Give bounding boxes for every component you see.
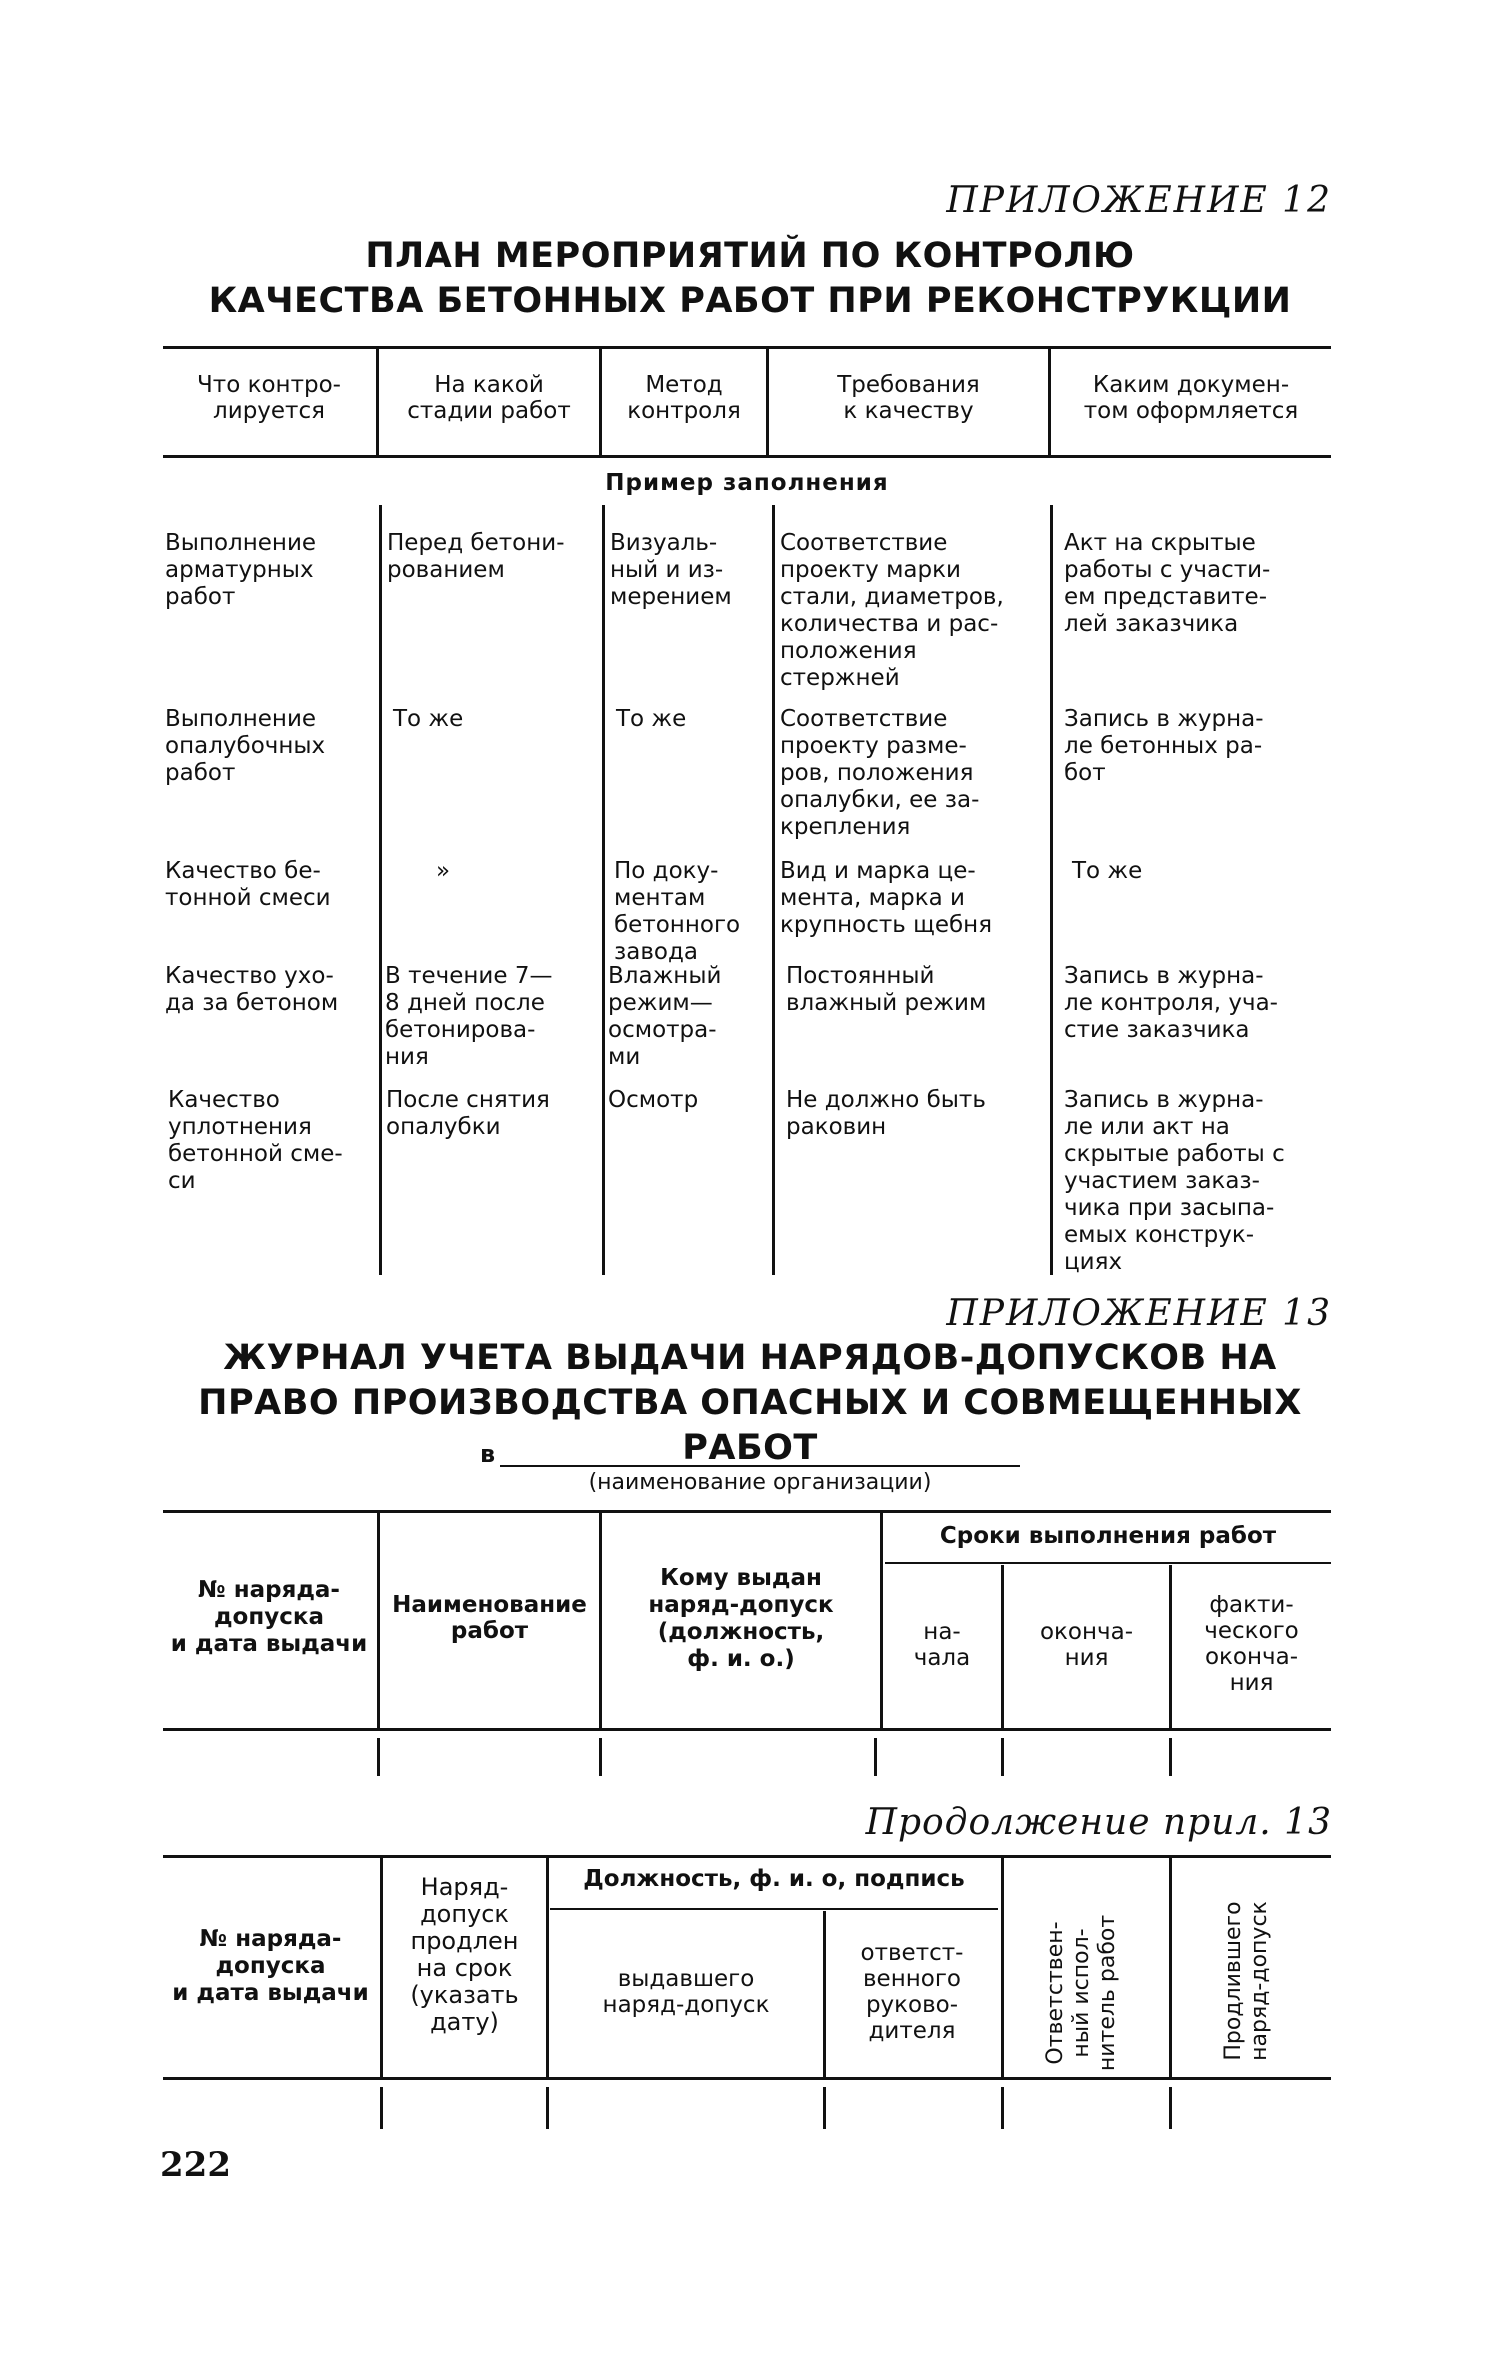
table12-header-method: Метод контроля xyxy=(627,372,741,424)
table13-body-divider xyxy=(874,1738,877,1776)
appendix-12-label: ПРИЛОЖЕНИЕ 12 xyxy=(946,180,1332,221)
table13b-header-extended: Наряд- допуск продлен на срок (указать дату) xyxy=(410,1873,519,2036)
table12-header-requirements: Требования к качеству xyxy=(837,372,980,424)
table13b-header-bottom-rule xyxy=(163,2077,1331,2080)
table12-cell: То же xyxy=(393,706,464,732)
table12-example-label: Пример заполнения xyxy=(605,470,889,496)
table12-cell: Влажный режим— осмотра- ми xyxy=(608,963,722,1070)
table12-cell: По доку- ментам бетонного завода xyxy=(614,858,741,965)
table13b-body-divider xyxy=(1001,2087,1004,2129)
table12-cell: Качество бе- тонной смеси xyxy=(165,858,331,911)
appendix-13-title-line2: ПРАВО ПРОИЗВОДСТВА ОПАСНЫХ И СОВМЕЩЕННЫХ РАБОТ xyxy=(198,1383,1302,1468)
table12-body-divider xyxy=(772,505,775,1275)
table12-cell: Выполнение опалубочных работ xyxy=(165,706,326,786)
table12-cell: Вид и марка це- мента, марка и крупность щебня xyxy=(780,858,993,938)
table12-cell: Качество ухо- да за бетоном xyxy=(165,963,339,1016)
table12-cell-ditto: » xyxy=(436,858,451,884)
table12-header-bottom-rule xyxy=(163,455,1331,458)
table12-cell: То же xyxy=(1072,858,1143,884)
table13b-body-divider xyxy=(380,2087,383,2129)
table12-cell: Визуаль- ный и из- мерением xyxy=(610,530,732,610)
table13-body-divider xyxy=(599,1738,602,1776)
table13-header-actual-end: факти- ческого оконча- ния xyxy=(1204,1592,1299,1696)
table13b-header-issuer: выдавшего наряд-допуск xyxy=(602,1966,770,2018)
table12-cell: Запись в журна- ле бетонных ра- бот xyxy=(1064,706,1264,786)
table13-body-divider xyxy=(377,1738,380,1776)
table13-body-divider xyxy=(1001,1738,1004,1776)
table12-top-rule xyxy=(163,346,1331,349)
table12-cell: То же xyxy=(616,706,687,732)
appendix-12-title-line1: ПЛАН МЕРОПРИЯТИЙ ПО КОНТРОЛЮ xyxy=(365,236,1135,276)
table12-cell: Перед бетони- рованием xyxy=(387,530,565,583)
table13b-body-divider xyxy=(546,2087,549,2129)
table12-header-what: Что контро- лируется xyxy=(197,372,341,424)
table12-cell: Соответствие проекту марки стали, диаметров, количества и рас- положения стержней xyxy=(780,530,1004,691)
table13-group-rule xyxy=(885,1562,1331,1564)
table13b-body-divider xyxy=(823,2087,826,2129)
table12-cell: Не должно быть раковин xyxy=(786,1087,986,1140)
appendix-13-title-line1: ЖУРНАЛ УЧЕТА ВЫДАЧИ НАРЯДОВ-ДОПУСКОВ НА xyxy=(223,1338,1277,1378)
table12-cell: Запись в журна- ле контроля, уча- стие заказчика xyxy=(1064,963,1278,1043)
table13-body-divider xyxy=(1169,1738,1172,1776)
table13-header-start: на- чала xyxy=(913,1619,971,1671)
table12-cell: Соответствие проекту разме- ров, положения опалубки, ее за- крепления xyxy=(780,706,980,840)
appendix-12-title-line2: КАЧЕСТВА БЕТОННЫХ РАБОТ ПРИ РЕКОНСТРУКЦИИ xyxy=(208,281,1292,321)
table13-header-bottom-rule xyxy=(163,1728,1331,1731)
table12-cell: Запись в журна- ле или акт на скрытые работы с участием заказ- чика при засыпа- емых конструк- циях xyxy=(1064,1087,1285,1275)
table12-cell: Качество уплотнения бетонной сме- си xyxy=(168,1087,343,1194)
table12-cell: Постоянный влажный режим xyxy=(786,963,987,1016)
table13-header-issued-to: Кому выдан наряд-допуск (должность, ф. и. о.) xyxy=(648,1565,834,1672)
table13-header-terms-group: Сроки выполнения работ xyxy=(939,1523,1277,1549)
org-prefix: в xyxy=(480,1440,496,1468)
table12-cell: Осмотр xyxy=(608,1087,699,1113)
table13b-group-rule xyxy=(550,1908,998,1910)
table13b-body-divider xyxy=(1169,2087,1172,2129)
table13b-header-manager: ответст- венного руково- дителя xyxy=(860,1940,964,2044)
org-name-line xyxy=(500,1465,1020,1467)
table13-header-end: оконча- ния xyxy=(1039,1619,1134,1671)
table12-body-divider xyxy=(379,505,382,1275)
table13-top-rule xyxy=(163,1510,1331,1513)
table13b-header-extender: Продлившего наряд-допуск xyxy=(1221,1901,1272,2061)
table12-header-stage: На какой стадии работ xyxy=(407,372,571,424)
table13b-header-executor: Ответствен- ный испол- нитель работ xyxy=(1043,1914,1120,2072)
table12-cell: Акт на скрытые работы с участи- ем представите- лей заказчика xyxy=(1064,530,1271,637)
org-caption: (наименование организации) xyxy=(588,1470,932,1495)
table12-body-divider xyxy=(1050,505,1053,1275)
table12-body-divider xyxy=(602,505,605,1275)
table12-header-document: Каким докумен- том оформляется xyxy=(1083,372,1299,424)
page-number: 222 xyxy=(160,2145,231,2185)
table12-cell: После снятия опалубки xyxy=(386,1087,550,1140)
table13b-header-sign-group: Должность, ф. и. о, подпись xyxy=(583,1866,965,1892)
table13b-header-number: № наряда- допуска и дата выдачи xyxy=(172,1926,369,2006)
table12-cell: Выполнение арматурных работ xyxy=(165,530,317,610)
table12-cell: В течение 7— 8 дней после бетонирова- ния xyxy=(385,963,553,1070)
table13-header-number: № наряда- допуска и дата выдачи xyxy=(170,1577,368,1657)
table13b-header-divider xyxy=(1169,1856,1172,2077)
appendix-13-label: ПРИЛОЖЕНИЕ 13 xyxy=(946,1293,1332,1334)
table13b-top-rule xyxy=(163,1855,1331,1858)
continuation-label: Продолжение прил. 13 xyxy=(865,1802,1332,1843)
table13b-header-divider xyxy=(1001,1856,1004,2077)
table13-header-work: Наименование работ xyxy=(392,1592,587,1644)
